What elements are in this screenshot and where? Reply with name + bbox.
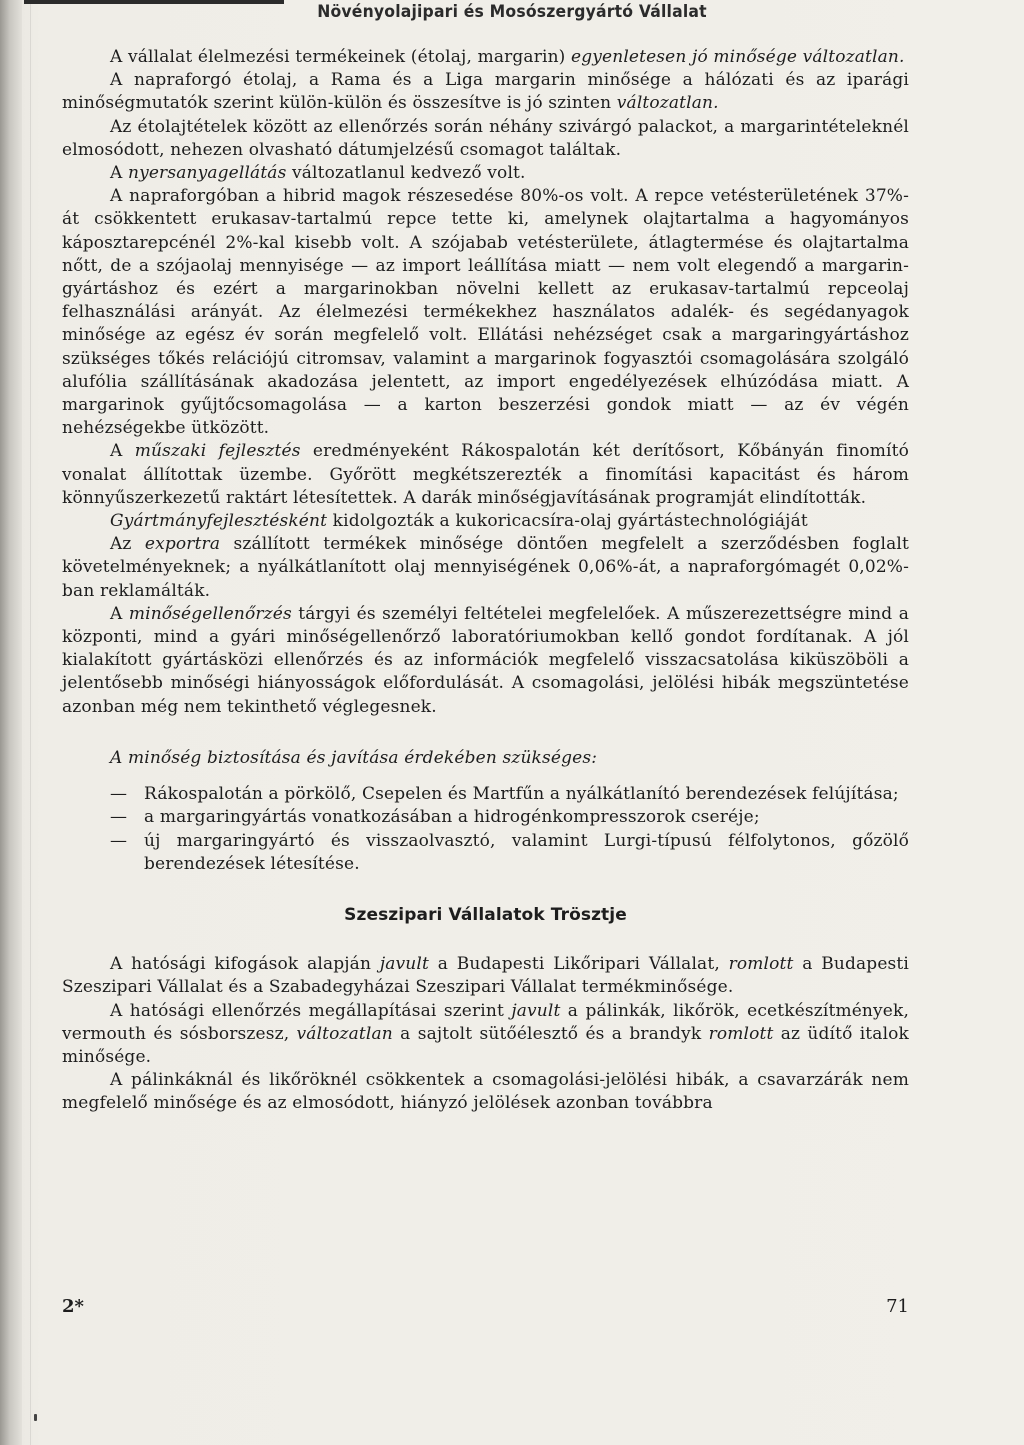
text-run: A — [110, 441, 135, 462]
emphasis: műszaki fejlesztés — [134, 441, 301, 462]
text-run: A hatósági kifogások alapján — [110, 954, 380, 975]
paragraph: A napraforgóban a hibrid magok részesedése 80%-os volt. A repce vetésterületének 37%-át csökkentett erukasav-tartalmú repce tette ki, amelynek olajtartalma a hagyományos káposztarepcénél 2%-kal kisebb volt. A szójabab vetésterülete, átlagtermése és olajtartalma nőtt, de a szójaolaj mennyisége — az import leállítása miatt — nem volt elegendő a margarin-gyártáshoz és ezért a margarinokban növelni kellett az erukasav-tartalmú repceolaj felhasználási arányát. Az élelmezési termékekhez használatos adalék- és segédanyagok minősége az egész év során megfelelő volt. Ellátási nehézséget csak a margaringyártáshoz szükséges tőkés relációjú citromsav, valamint a margarinok fogyasztói csomagolására szolgáló alufólia szállításának akadozása jelentett, az import engedélyezések elhúzódása miatt. A margarinok gyűjtőcsomagolása — a karton beszerzési gondok miatt — az év végén nehézségekbe ütközött. — [62, 186, 909, 439]
page-number: 71 — [886, 1296, 909, 1317]
list-lead-in: A minőség biztosítása és javítása érdekében szükséges: — [110, 747, 598, 768]
text-run: A napraforgó étolaj, a Rama és a Liga margarin minősége a hálózati és az iparági minőségmutatók szerint külön-külön és összesítve is jó szinten — [62, 70, 909, 114]
spine-edge-line — [30, 0, 31, 1445]
text-run: a Budapesti Likőripari Vállalat, — [428, 954, 729, 975]
emphasis: javult — [511, 1000, 561, 1021]
paragraph: A pálinkáknál és likőröknél csökkentek a csomagolási-jelölési hibák, a csavarzárák nem megfelelő minősége és az elmosódott, hiányzó jelölések azonban továbbra — [62, 1070, 909, 1114]
list-item-text: a margaringyártás vonatkozásában a hidrogénkompresszorok cseréje; — [144, 807, 760, 828]
emphasis: nyersanyagellátás — [127, 163, 287, 184]
text-run: A — [110, 163, 128, 184]
text-run: a sajtolt sütőélesztő és a brandyk — [392, 1023, 709, 1044]
paragraph — [62, 440, 909, 510]
text-run: A — [110, 603, 129, 624]
emphasis: Gyártmányfejlesztésként — [110, 511, 328, 532]
paragraph — [62, 69, 909, 115]
text-run: A vállalat élelmezési termékeinek (étolaj, margarin) — [110, 47, 572, 67]
emphasis: egyenletesen jó minősége változatlan. — [571, 47, 905, 67]
list-item-text: Rákospalotán a pörkölő, Csepelen és Martfűn a nyálkátlanító berendezések felújítása; — [144, 784, 899, 805]
text-run: tárgyi és személyi feltételei megfelelőek. A műszerezettségre mind a központi, mind a gyári minőségellenőrző laboratóriumokban kellő gondot fordítanak. A jól kialakított gyártásközi ellenőrzés és az információk megfelelő visszacsatolása kiküszöböli a jelentősebb minőségi hiányosságok előfordulását. A csomagolási, jelölési hibák megszüntetése azonban még nem tekinthető véglegesnek. — [62, 603, 909, 717]
running-head: Növényolajipari és Mosószergyártó Vállalat — [317, 2, 707, 22]
text-run: Az — [110, 534, 145, 555]
body-text — [62, 46, 909, 1116]
list-item — [62, 806, 909, 829]
dash-bullet: — — [110, 784, 128, 805]
list-item-text: új margaringyártó és visszaolvasztó, valamint Lurgi-típusú félfolytonos, gőzölő berendezések létesítése. — [144, 830, 909, 874]
text-run: eredményeként Rákospalotán két derítősort, Kőbányán finomító vonalat állítottak üzembe. Győrött megkétszerezték a finomítási kapacitást és három könnyűszerkezetű raktárt létesítettek. A darák minőségjavításának programját elindították. — [62, 441, 909, 508]
emphasis: javult — [379, 954, 429, 975]
emphasis: exportra — [144, 534, 221, 555]
section-heading: Szeszipari Vállalatok Trösztje — [344, 904, 627, 925]
emphasis: változatlan. — [616, 93, 719, 114]
dash-bullet: — — [110, 807, 128, 828]
emphasis: romlott — [728, 954, 794, 975]
paragraph: Az étolajtételek között az ellenőrzés során néhány szivárgó palackot, a margarintételeknél elmosódott, nehezen olvasható dátumjelzésű csomagot találtak. — [62, 116, 909, 160]
text-run: a pálinkák, likőrök, ecetkészítmények, vermouth és sósborszesz, — [62, 1000, 910, 1044]
text-run: változatlanul kedvező volt. — [286, 163, 526, 184]
emphasis: romlott — [708, 1023, 774, 1044]
paragraph — [62, 1000, 909, 1070]
list-item — [62, 783, 909, 806]
paragraph — [62, 533, 909, 603]
text-run: az üdítő italok minősége. — [62, 1023, 910, 1067]
scan-speck — [34, 1414, 37, 1421]
text-run: szállított termékek minősége döntően megfelelt a szerződésben foglalt követelményeknek; a nyálkátlanított olaj mennyiségének 0,06%-át, a napraforgómagét 0,02%-ban reklamálták. — [62, 534, 909, 601]
paragraph — [62, 162, 909, 185]
dash-bullet: — — [110, 830, 128, 851]
requirements-list — [62, 783, 909, 876]
paragraph — [62, 510, 909, 533]
text-run: a Budapesti Szeszipari Vállalat és a Szabadegyházai Szeszipari Vállalat termékminősége. — [62, 954, 909, 998]
paragraph — [62, 953, 909, 999]
emphasis: minőségellenőrzés — [128, 603, 292, 624]
text-run: kidolgozták a kukoricacsíra-olaj gyártástechnológiáját — [327, 511, 808, 532]
book-spine-shadow — [0, 0, 22, 1445]
signature-mark: 2* — [62, 1296, 84, 1317]
paragraph — [62, 46, 909, 69]
emphasis: változatlan — [296, 1023, 393, 1044]
list-item — [62, 830, 909, 876]
paragraph — [62, 603, 909, 719]
text-run: A hatósági ellenőrzés megállapításai szerint — [110, 1000, 512, 1021]
